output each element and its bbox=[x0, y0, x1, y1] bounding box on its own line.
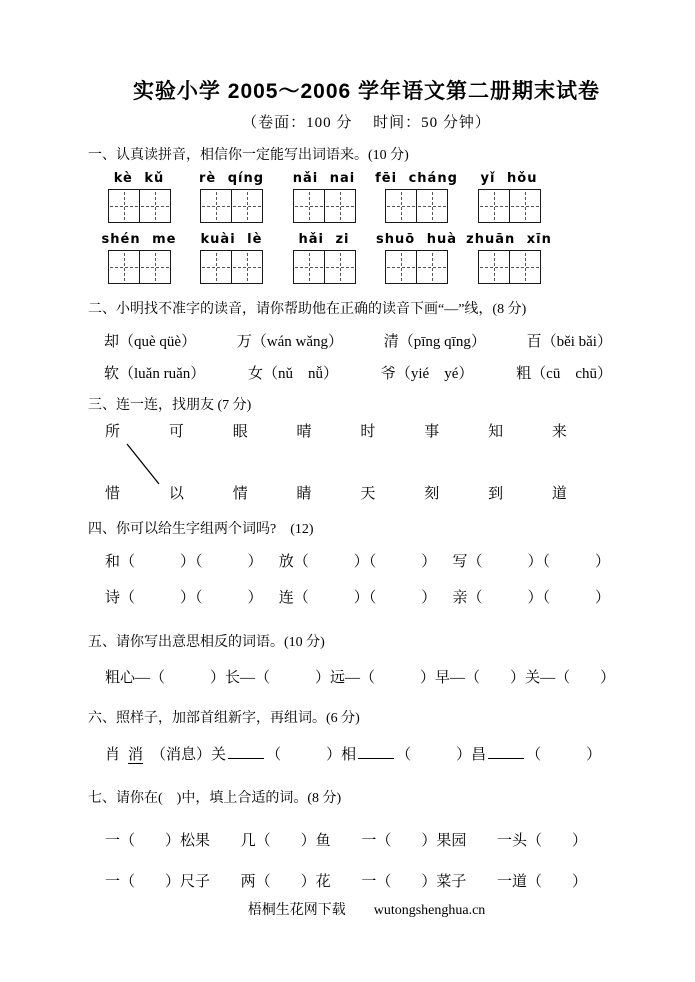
pinyin-label: zhuān xīn bbox=[466, 232, 552, 247]
tian-grid-cell bbox=[201, 190, 231, 222]
writing-grid-box bbox=[200, 250, 263, 284]
writing-grid-box bbox=[200, 189, 263, 223]
pinyin-label: shuō huà bbox=[376, 232, 457, 247]
tian-grid-cell bbox=[109, 190, 139, 222]
match-character: 到 bbox=[488, 486, 504, 502]
matching-exercise bbox=[88, 422, 645, 504]
measure-word-fill-item: 一（ ）松果 bbox=[105, 833, 211, 849]
radical-fill-item bbox=[341, 745, 471, 765]
measure-word-fill-item: 一道（ ） bbox=[496, 874, 587, 890]
measure-word-row-1 bbox=[105, 831, 587, 851]
section4-heading: 四、你可以给生字组两个词吗? (12) bbox=[88, 522, 314, 537]
pinyin-word-item bbox=[468, 232, 550, 284]
match-character: 时 bbox=[360, 424, 376, 440]
pronunciation-row-2 bbox=[104, 364, 612, 384]
tian-grid-cell bbox=[386, 251, 416, 283]
antonym-fill-item: 粗心—（ ） bbox=[105, 670, 226, 686]
radical-example-word: （消息） bbox=[151, 747, 212, 763]
measure-word-fill-item: 一（ ）果园 bbox=[361, 833, 467, 849]
pinyin-label: yǐ hǒu bbox=[480, 171, 538, 186]
match-character: 道 bbox=[551, 486, 567, 502]
radical-base-char: 肖 bbox=[105, 747, 121, 763]
match-character: 刻 bbox=[424, 486, 440, 502]
section6-heading: 六、照样子，加部首组新字，再组词。(6 分) bbox=[88, 711, 360, 726]
word-fill-item: 亲（ ）（ ） bbox=[452, 590, 610, 606]
section3-heading: 三、连一连，找朋友 (7 分) bbox=[88, 398, 252, 413]
pinyin-word-item bbox=[376, 171, 458, 223]
match-character: 知 bbox=[488, 424, 504, 440]
tian-grid-cell bbox=[139, 251, 170, 283]
pronunciation-choice: 却（què qüè） bbox=[104, 334, 197, 350]
match-character: 情 bbox=[232, 486, 248, 502]
writing-grid-box bbox=[293, 250, 356, 284]
pronunciation-choice: 爷（yié yé） bbox=[380, 366, 474, 382]
word-fill-item: 诗（ ）（ ） bbox=[105, 590, 263, 606]
radical-fill-item bbox=[211, 745, 341, 765]
pronunciation-choice: 百（běi bǎi） bbox=[526, 334, 612, 350]
tian-grid-cell bbox=[231, 190, 262, 222]
pinyin-word-item bbox=[376, 232, 458, 284]
page-subtitle: （卷面：100 分 时间：50 分钟） bbox=[242, 115, 491, 131]
page-title: 实验小学 2005～2006 学年语文第二册期末试卷 bbox=[132, 80, 601, 103]
match-character: 晴 bbox=[296, 424, 312, 440]
pinyin-label: nǎi nai bbox=[292, 171, 356, 186]
empty-paren: （ ） bbox=[396, 747, 472, 763]
antonym-fill-item: 远—（ ） bbox=[330, 670, 436, 686]
tian-grid-cell bbox=[416, 251, 447, 283]
empty-paren: （ ） bbox=[526, 747, 602, 763]
antonym-fill-item: 长—（ ） bbox=[225, 670, 331, 686]
writing-grid-box bbox=[293, 189, 356, 223]
word-fill-item: 连（ ）（ ） bbox=[278, 590, 437, 606]
tian-grid-cell bbox=[386, 190, 416, 222]
radical-row bbox=[105, 745, 602, 765]
footer-site-name: 梧桐生花网下载 bbox=[247, 903, 346, 918]
measure-word-fill-item: 一（ ）尺子 bbox=[105, 874, 211, 890]
word-fill-row-2 bbox=[105, 588, 610, 608]
tian-grid-cell bbox=[479, 251, 509, 283]
section5-heading: 五、请你写出意思相反的词语。(10 分) bbox=[88, 635, 325, 650]
measure-word-fill-item: 几（ ）鱼 bbox=[240, 833, 331, 849]
pronunciation-choice: 软（luǎn ruǎn） bbox=[104, 366, 206, 382]
pronunciation-choice: 清（pīng qīng） bbox=[383, 334, 486, 350]
pinyin-word-item bbox=[98, 171, 180, 223]
tian-grid-cell bbox=[479, 190, 509, 222]
section1-heading: 一、认真读拼音，相信你一定能写出词语来。(10 分) bbox=[88, 148, 409, 163]
measure-word-fill-item: 一（ ）菜子 bbox=[361, 874, 467, 890]
tian-grid-cell bbox=[324, 251, 355, 283]
pronunciation-choice: 万（wán wǎng） bbox=[236, 334, 344, 350]
match-character: 所 bbox=[105, 424, 121, 440]
pinyin-label: rè qíng bbox=[198, 171, 265, 186]
pronunciation-choice: 粗（cū chū） bbox=[516, 366, 612, 382]
pinyin-label: kè kǔ bbox=[113, 171, 165, 186]
tian-grid-cell bbox=[416, 190, 447, 222]
pinyin-label: shén me bbox=[101, 232, 177, 247]
blank-line bbox=[488, 746, 524, 759]
pinyin-word-item bbox=[468, 171, 550, 223]
radical-base-char: 相 bbox=[341, 747, 357, 763]
match-character: 睛 bbox=[296, 486, 312, 502]
match-character: 眼 bbox=[232, 424, 248, 440]
tian-grid-cell bbox=[294, 190, 324, 222]
tian-grid-cell bbox=[231, 251, 262, 283]
measure-word-fill-item: 两（ ）花 bbox=[240, 874, 331, 890]
writing-grid-box bbox=[478, 189, 541, 223]
match-character: 惜 bbox=[105, 486, 121, 502]
pinyin-word-item bbox=[283, 232, 365, 284]
page-footer bbox=[88, 902, 645, 920]
pinyin-word-item bbox=[283, 171, 365, 223]
tian-grid-cell bbox=[201, 251, 231, 283]
pinyin-row-2 bbox=[98, 232, 550, 284]
pinyin-label: hǎi zi bbox=[298, 232, 350, 247]
radical-example bbox=[105, 745, 211, 765]
match-character: 以 bbox=[168, 486, 184, 502]
example-connect-line bbox=[123, 442, 183, 488]
section7-heading: 七、请你在( )中，填上合适的词。(8 分) bbox=[88, 791, 342, 806]
radical-base-char: 昌 bbox=[471, 747, 487, 763]
writing-grid-box bbox=[385, 250, 448, 284]
tian-grid-cell bbox=[509, 251, 540, 283]
match-gap bbox=[88, 442, 645, 484]
tian-grid-cell bbox=[294, 251, 324, 283]
pinyin-word-item bbox=[191, 232, 273, 284]
writing-grid-box bbox=[478, 250, 541, 284]
match-character: 来 bbox=[551, 424, 567, 440]
match-character: 天 bbox=[360, 486, 376, 502]
blank-line bbox=[358, 746, 394, 759]
antonym-row bbox=[105, 668, 616, 688]
measure-word-fill-item: 一头（ ） bbox=[496, 833, 587, 849]
tian-grid-cell bbox=[324, 190, 355, 222]
antonym-fill-item: 关—（ ） bbox=[525, 670, 616, 686]
word-fill-row-1 bbox=[105, 552, 610, 572]
pronunciation-choice: 女（nǔ nǚ） bbox=[248, 366, 339, 382]
pinyin-word-item bbox=[191, 171, 273, 223]
blank-line bbox=[228, 746, 264, 759]
word-fill-item: 写（ ）（ ） bbox=[452, 554, 610, 570]
measure-word-row-2 bbox=[105, 872, 587, 892]
pinyin-label: kuài lè bbox=[200, 232, 263, 247]
writing-grid-box bbox=[108, 189, 171, 223]
writing-grid-box bbox=[385, 189, 448, 223]
pinyin-label: fēi cháng bbox=[375, 171, 458, 186]
match-character: 可 bbox=[168, 424, 184, 440]
match-row-top bbox=[105, 422, 567, 442]
match-character: 事 bbox=[424, 424, 440, 440]
empty-paren: （ ） bbox=[266, 747, 342, 763]
word-fill-item: 放（ ）（ ） bbox=[278, 554, 437, 570]
antonym-fill-item: 早—（ ） bbox=[435, 670, 526, 686]
footer-site-url: wutongshenghua.cn bbox=[373, 903, 486, 918]
word-fill-item: 和（ ）（ ） bbox=[105, 554, 263, 570]
pinyin-row-1 bbox=[98, 171, 550, 223]
radical-derived-char: 消 bbox=[128, 747, 144, 763]
tian-grid-cell bbox=[139, 190, 170, 222]
section2-heading: 二、小明找不准字的读音，请你帮助他在正确的读音下画“—”线，(8 分) bbox=[88, 302, 527, 317]
radical-base-char: 关 bbox=[211, 747, 227, 763]
tian-grid-cell bbox=[109, 251, 139, 283]
pronunciation-row-1 bbox=[104, 332, 612, 352]
radical-fill-item bbox=[471, 745, 601, 765]
writing-grid-box bbox=[108, 250, 171, 284]
tian-grid-cell bbox=[509, 190, 540, 222]
pinyin-word-item bbox=[98, 232, 180, 284]
